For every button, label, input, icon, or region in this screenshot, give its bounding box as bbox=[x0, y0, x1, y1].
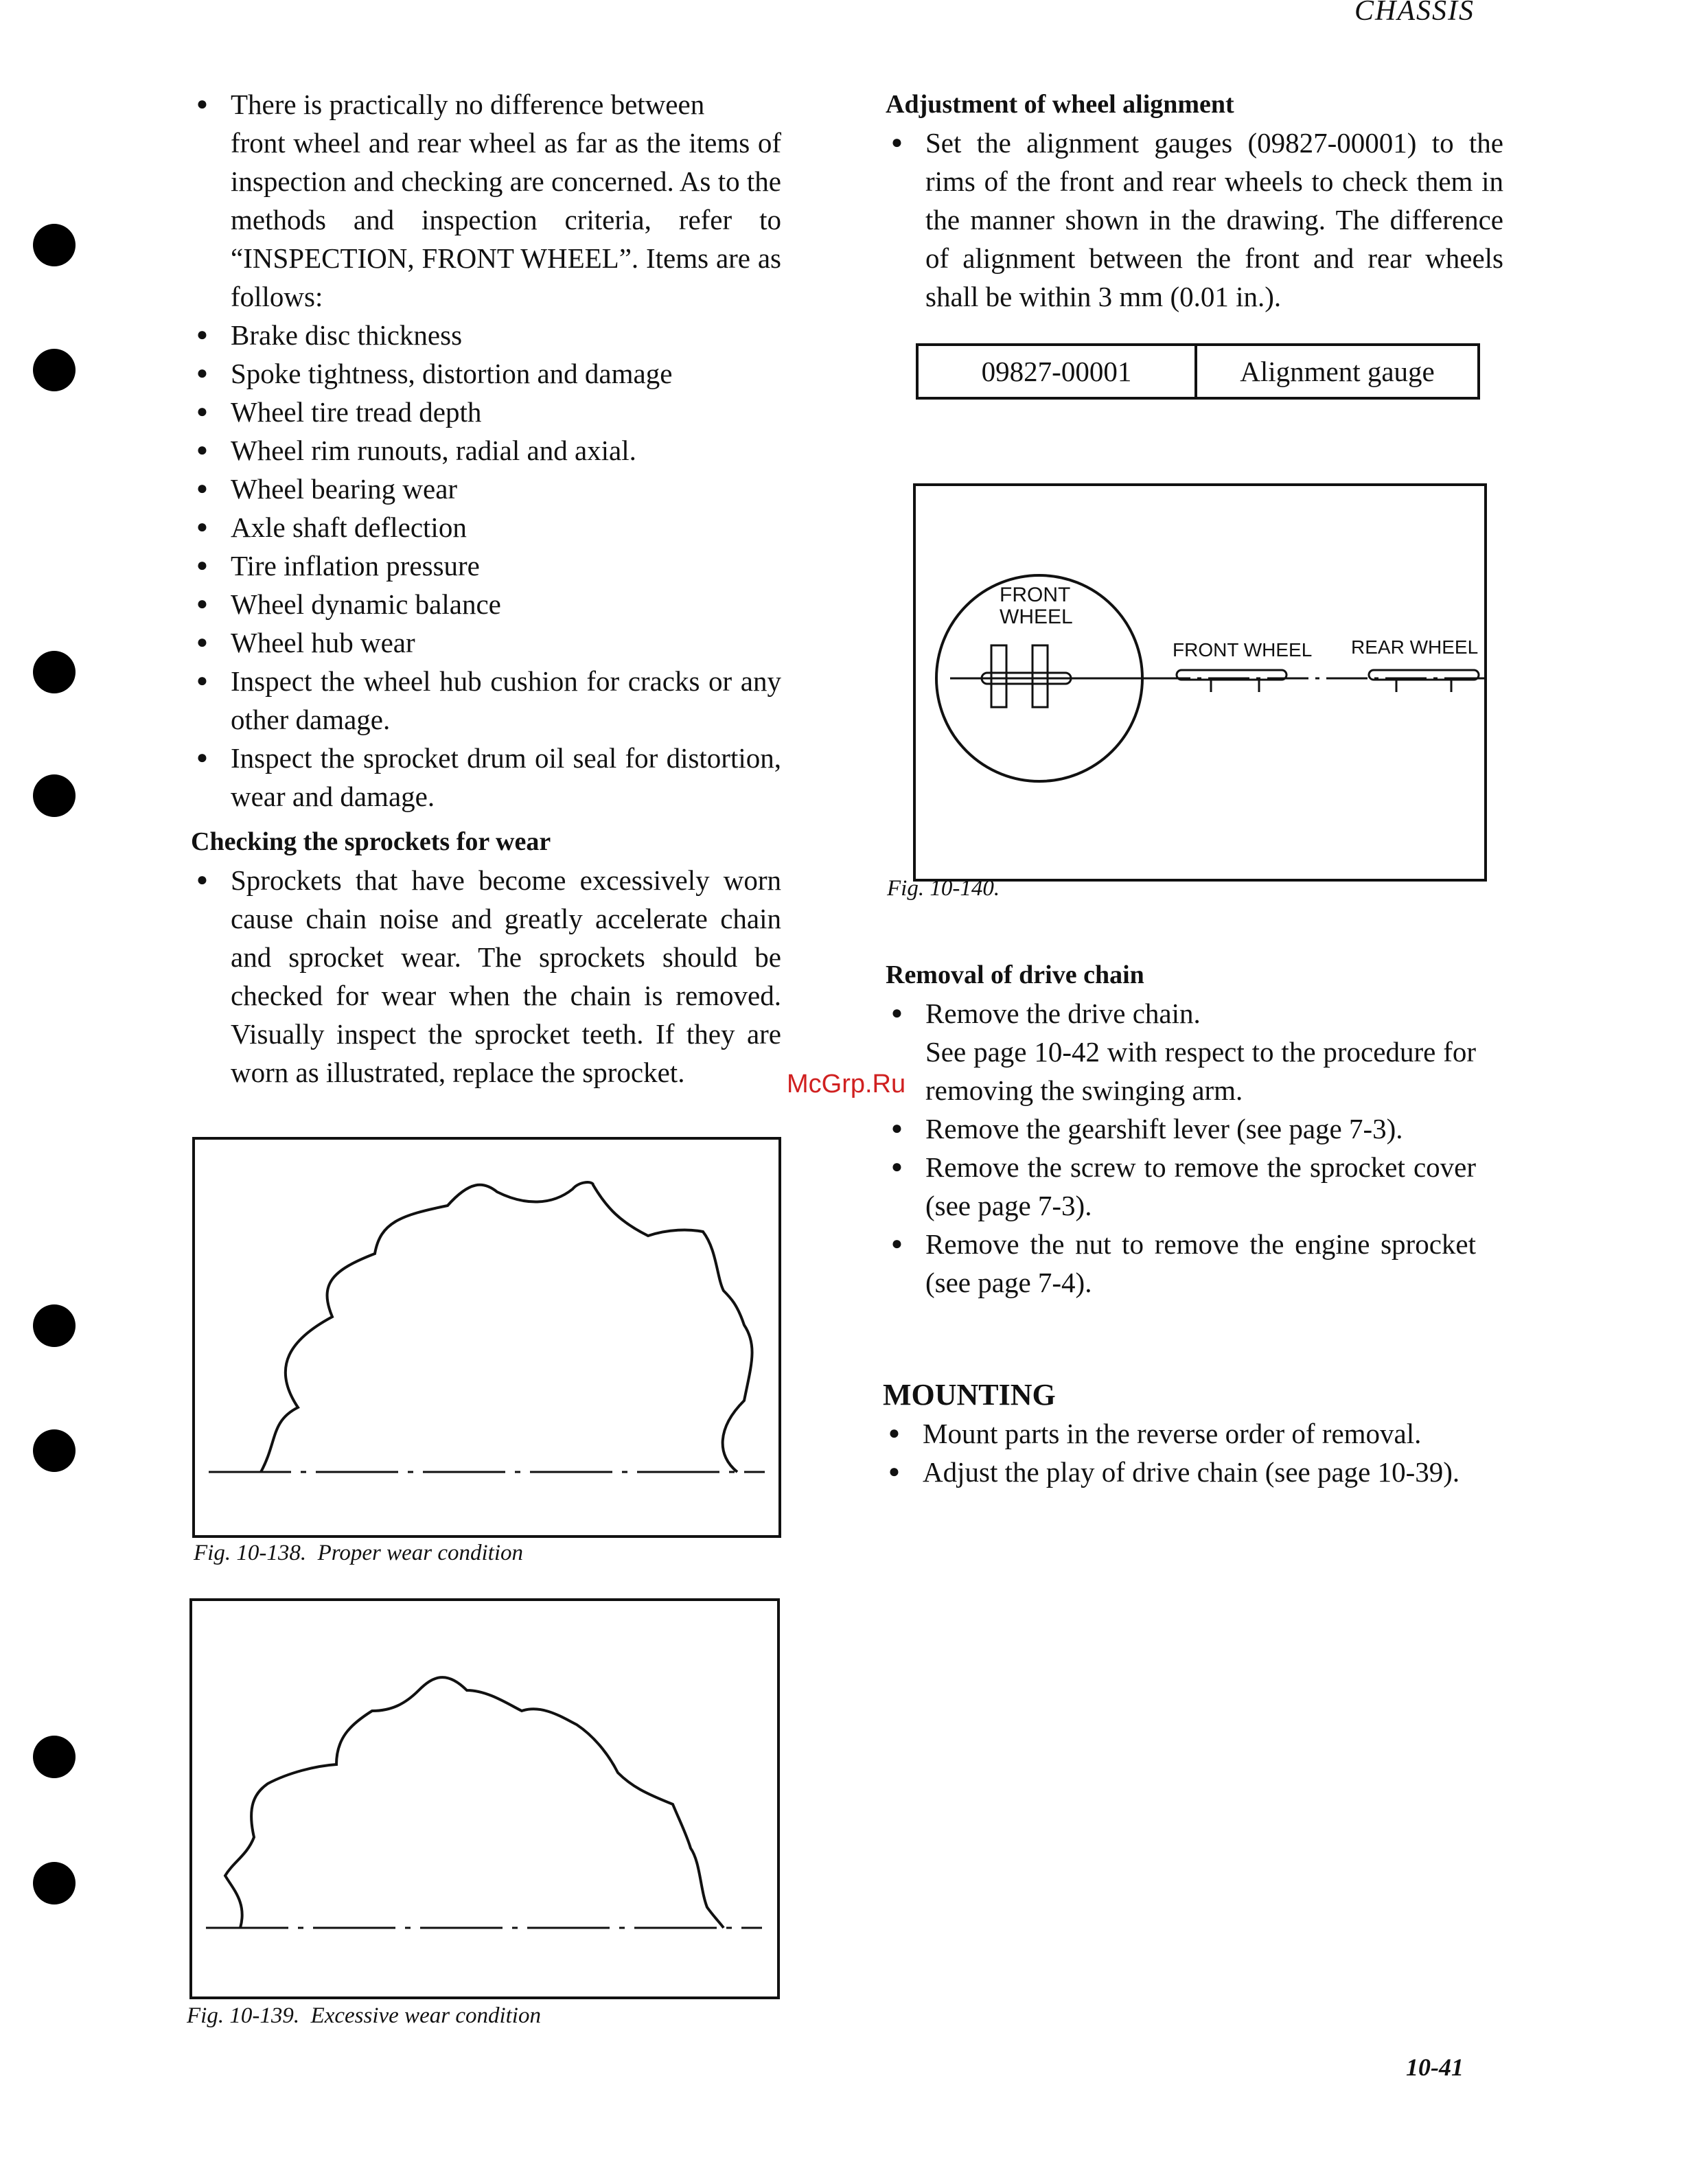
running-header: CHASSIS bbox=[1354, 0, 1475, 27]
inspection-item: ● Brake disc thickness bbox=[191, 316, 781, 354]
sprocket-text: ● Sprockets that have become excessively worn cause chain noise and greatly accelerate chain and sprocket wear. The sprockets should be checked for wear when the chain is removed. Visually inspect the sprocket teeth. If they are worn as illustrated, replace the sprocket. bbox=[191, 861, 781, 1092]
punch-hole bbox=[33, 1304, 76, 1347]
punch-hole bbox=[33, 224, 76, 266]
inspection-item: ● Wheel rim runouts, radial and axial. bbox=[191, 431, 781, 470]
figure-10-139-caption bbox=[187, 2003, 541, 2029]
page-number: 10-41 bbox=[1406, 2053, 1464, 2081]
mounting-item: ● Adjust the play of drive chain (see page 10-39). bbox=[883, 1453, 1473, 1491]
figure-number: Fig. 10-138. bbox=[194, 1541, 307, 1565]
intro-bullet bbox=[191, 85, 781, 316]
wheel-alignment-illustration bbox=[916, 486, 1484, 879]
sprocket-proper-wear-illustration bbox=[195, 1140, 778, 1535]
figure-10-138 bbox=[192, 1137, 781, 1538]
intro-text: front wheel and rear wheel as far as the items of inspection and checking are concerned. As to the methods and inspection criteria, refer to “INSPECTION, FRONT WHEEL”. Items are as follows: bbox=[231, 127, 781, 312]
tool-name: Alignment gauge bbox=[1196, 345, 1479, 398]
removal-item: ● Remove the drive chain. bbox=[886, 994, 1476, 1033]
label-front-wheel: FRONT WHEEL bbox=[1173, 639, 1313, 660]
table-row bbox=[917, 345, 1479, 398]
removal-item: ● Remove the nut to remove the engine sprocket (see page 7-4). bbox=[886, 1225, 1476, 1302]
label-front: FRONT bbox=[1000, 584, 1071, 606]
inspection-item: ● Axle shaft deflection bbox=[191, 508, 781, 546]
mounting-section bbox=[883, 1376, 1473, 1491]
removal-heading: Removal of drive chain bbox=[886, 960, 1144, 989]
tool-number: 09827-00001 bbox=[917, 345, 1196, 398]
figure-10-138-caption bbox=[194, 1541, 523, 1566]
punch-hole bbox=[33, 1429, 76, 1472]
figure-10-139 bbox=[189, 1598, 780, 1999]
removal-section bbox=[886, 956, 1476, 1302]
inspection-item: ● Inspect the wheel hub cushion for cracks or any other damage. bbox=[191, 662, 781, 739]
punch-hole bbox=[33, 774, 76, 817]
removal-item: ● Remove the screw to remove the sprocket cover (see page 7-3). bbox=[886, 1148, 1476, 1225]
figure-title: Excessive wear condition bbox=[310, 2003, 541, 2028]
removal-note: See page 10-42 with respect to the procedure for removing the swinging arm. bbox=[925, 1036, 1476, 1106]
alignment-heading: Adjustment of wheel alignment bbox=[886, 90, 1234, 119]
special-tool-table bbox=[916, 343, 1480, 400]
sprocket-excessive-wear-illustration bbox=[192, 1601, 777, 1996]
inspection-item: ● Wheel hub wear bbox=[191, 623, 781, 662]
label-rear-wheel: REAR WHEEL bbox=[1351, 636, 1479, 658]
inspection-item: ● Inspect the sprocket drum oil seal for distortion, wear and damage. bbox=[191, 739, 781, 816]
figure-10-140-caption: Fig. 10-140. bbox=[887, 876, 1000, 901]
inspection-item: ● Wheel dynamic balance bbox=[191, 585, 781, 623]
inspection-item: ● Wheel bearing wear bbox=[191, 470, 781, 508]
punch-hole bbox=[33, 651, 76, 693]
sprocket-heading: Checking the sprockets for wear bbox=[191, 827, 551, 856]
inspection-item: ● Tire inflation pressure bbox=[191, 546, 781, 585]
label-wheel: WHEEL bbox=[1000, 606, 1073, 628]
mounting-item: ● Mount parts in the reverse order of removal. bbox=[883, 1414, 1473, 1453]
mounting-heading: MOUNTING bbox=[883, 1378, 1056, 1412]
punch-hole bbox=[33, 349, 76, 391]
left-column bbox=[191, 85, 781, 1092]
watermark: McGrp.Ru bbox=[787, 1070, 906, 1098]
alignment-text: ● Set the alignment gauges (09827-00001) to the rims of the front and rear wheels to check them in the manner shown in the drawing. The difference of alignment between the front and rear wheels shall be within 3 mm (0.01 in.). bbox=[886, 124, 1503, 316]
removal-item: ● Remove the gearshift lever (see page 7-3). bbox=[886, 1109, 1476, 1148]
figure-number: Fig. 10-139. bbox=[187, 2003, 300, 2028]
inspection-item: ● Wheel tire tread depth bbox=[191, 393, 781, 431]
punch-hole bbox=[33, 1862, 76, 1904]
right-column bbox=[886, 85, 1503, 400]
intro-line-1: ● There is practically no difference between bbox=[231, 89, 705, 120]
inspection-item: ● Spoke tightness, distortion and damage bbox=[191, 354, 781, 393]
figure-10-140 bbox=[913, 483, 1487, 882]
figure-title: Proper wear condition bbox=[317, 1541, 523, 1565]
punch-hole bbox=[33, 1736, 76, 1778]
